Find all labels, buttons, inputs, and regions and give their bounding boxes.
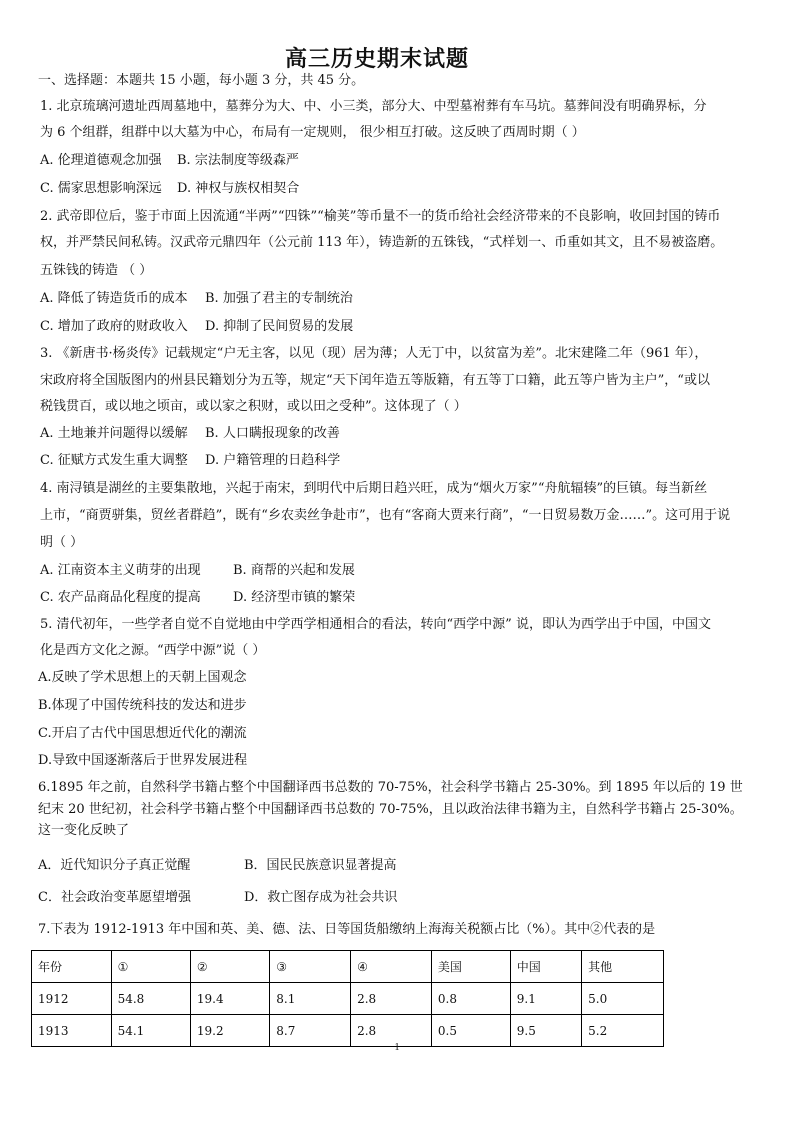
q1-option-b: B. 宗法制度等级森严 xyxy=(177,153,299,168)
q4-option-c: C. 农产品商品化程度的提高 xyxy=(40,590,201,605)
q4-stem-line1: 4. 南浔镇是湖丝的主要集散地，兴起于南宋，到明代中后期日趋兴旺，成为“烟火万家”“舟航辐辏”的巨镇。每当新丝 xyxy=(40,481,708,496)
q4-option-d: D. 经济型市镇的繁荣 xyxy=(233,590,356,605)
table-cell: 1912 xyxy=(32,983,112,1015)
q6-stem-line3: 这一变化反映了 xyxy=(38,823,130,838)
table-header-cell: 中国 xyxy=(510,951,581,983)
table-cell: 9.1 xyxy=(510,983,581,1015)
table-cell: 19.2 xyxy=(190,1015,269,1047)
q2-stem-line1: 2. 武帝即位后，鉴于市面上因流通“半两”“四铢”“榆荚”等币量不一的货币给社会经济带来的不良影响，收回封国的铸币 xyxy=(40,209,721,224)
q4-option-b: B. 商帮的兴起和发展 xyxy=(233,563,355,578)
table-cell: 5.2 xyxy=(582,1015,664,1047)
q2-option-c: C. 增加了政府的财政收入 xyxy=(40,319,188,334)
table-cell: 2.8 xyxy=(351,1015,432,1047)
q5-option-d: D.导致中国逐渐落后于世界发展进程 xyxy=(38,753,248,768)
q2-stem-line2: 权，并严禁民间私铸。汉武帝元鼎四年（公元前 113 年），铸造新的五铢钱，“式样划一、币重如其文，且不易被盗磨。 xyxy=(40,235,724,250)
q6-stem-line1: 6.1895 年之前，自然科学书籍占整个中国翻译西书总数的 70-75%，社会科学书籍占 25-30%。到 1895 年以后的 19 世 xyxy=(38,780,743,795)
table-header-cell: 其他 xyxy=(582,951,664,983)
table-cell: 5.0 xyxy=(582,983,664,1015)
q6-stem-line2: 纪末 20 世纪初，社会科学书籍占整个中国翻译西书总数的 70-75%，且以政治法律书籍为主，自然科学书籍占 25-30%。 xyxy=(38,802,743,817)
q5-stem-line2: 化是西方文化之源。“西学中源”说（ ） xyxy=(40,643,266,658)
table-header-cell: ③ xyxy=(270,951,351,983)
table-cell: 0.5 xyxy=(431,1015,510,1047)
q1-option-c: C. 儒家思想影响深远 xyxy=(40,181,162,196)
table-header-row xyxy=(32,951,664,983)
table-header-cell: ④ xyxy=(351,951,432,983)
section-heading: 一、选择题：本题共 15 小题，每小题 3 分，共 45 分。 xyxy=(38,73,365,88)
q5-option-a: A.反映了学术思想上的天朝上国观念 xyxy=(38,670,247,685)
q2-option-a: A. 降低了铸造货币的成本 xyxy=(40,291,188,306)
q4-stem-line3: 明（ ） xyxy=(40,535,84,550)
table-cell: 19.4 xyxy=(190,983,269,1015)
table-cell: 0.8 xyxy=(431,983,510,1015)
table-cell: 1913 xyxy=(32,1015,112,1047)
q4-option-a: A. 江南资本主义萌芽的出现 xyxy=(40,563,201,578)
table-header-cell: ① xyxy=(111,951,190,983)
q4-stem-line2: 上市，“商贾骈集，贸丝者群趋”，既有“乡农卖丝争赴市”，也有“客商大贾来行商”，“一日贸易数万金……”。这可用于说 xyxy=(40,508,731,523)
table-header-cell: 美国 xyxy=(431,951,510,983)
table-cell: 8.7 xyxy=(270,1015,351,1047)
q2-stem-line3: 五铢钱的铸造 （ ） xyxy=(40,263,153,278)
table-header-cell: 年份 xyxy=(32,951,112,983)
q1-stem-line2: 为 6 个组群，组群中以大墓为中心，布局有一定规则， 很少相互打破。这反映了西周时期（ ） xyxy=(40,125,585,140)
table-cell: 54.1 xyxy=(111,1015,190,1047)
q6-option-a: A．近代知识分子真正觉醒 xyxy=(38,858,191,873)
q2-option-d: D. 抑制了民间贸易的发展 xyxy=(205,319,354,334)
table-cell: 2.8 xyxy=(351,983,432,1015)
page-number: 1 xyxy=(394,1042,400,1053)
q3-option-b: B. 人口瞒报现象的改善 xyxy=(205,426,340,441)
q6-option-d: D．救亡图存成为社会共识 xyxy=(244,890,398,905)
q7-table xyxy=(31,950,664,1047)
table-cell: 54.8 xyxy=(111,983,190,1015)
q1-option-a: A. 伦理道德观念加强 xyxy=(40,153,162,168)
q1-stem-line1: 1. 北京琉璃河遗址西周墓地中，墓葬分为大、中、小三类，部分大、中型墓袝葬有车马坑。墓葬间没有明确界标，分 xyxy=(40,99,707,114)
q3-option-c: C. 征赋方式发生重大调整 xyxy=(40,453,188,468)
q2-option-b: B. 加强了君主的专制统治 xyxy=(205,291,353,306)
q3-stem-line2: 宋政府将全国版图内的州县民籍划分为五等，规定“天下闰年造五等版籍，有五等丁口籍，此五等户皆为主户”，“或以 xyxy=(40,373,710,388)
table-header-cell: ② xyxy=(190,951,269,983)
q3-stem-line1: 3. 《新唐书·杨炎传》记载规定“户无主客，以见（现）居为薄；人无丁中，以贫富为差”。北宋建隆二年（961 年）， xyxy=(40,346,708,361)
q3-stem-line3: 税钱贯百，或以地之顷亩，或以家之积财，或以田之受种”。这体现了（ ） xyxy=(40,399,467,414)
q1-option-d: D. 神权与族权相契合 xyxy=(177,181,300,196)
q5-option-c: C.开启了古代中国思想近代化的潮流 xyxy=(38,726,247,741)
q5-stem-line1: 5. 清代初年，一些学者自觉不自觉地由中学西学相通相合的看法，转向“西学中源” 说，即认为西学出于中国，中国文 xyxy=(40,617,711,632)
q3-option-a: A. 土地兼并问题得以缓解 xyxy=(40,426,188,441)
q7-stem-line1: 7.下表为 1912-1913 年中国和英、美、德、法、日等国货船缴纳上海海关税额占比（%）。其中②代表的是 xyxy=(38,922,656,937)
q6-option-c: C．社会政治变革愿望增强 xyxy=(38,890,191,905)
q6-option-b: B．国民民族意识显著提高 xyxy=(244,858,397,873)
q5-option-b: B.体现了中国传统科技的发达和进步 xyxy=(38,698,247,713)
q3-option-d: D. 户籍管理的日趋科学 xyxy=(205,453,341,468)
table-row xyxy=(32,983,664,1015)
table-cell: 9.5 xyxy=(510,1015,581,1047)
page-title: 高三历史期末试题 xyxy=(284,47,469,72)
table-cell: 8.1 xyxy=(270,983,351,1015)
